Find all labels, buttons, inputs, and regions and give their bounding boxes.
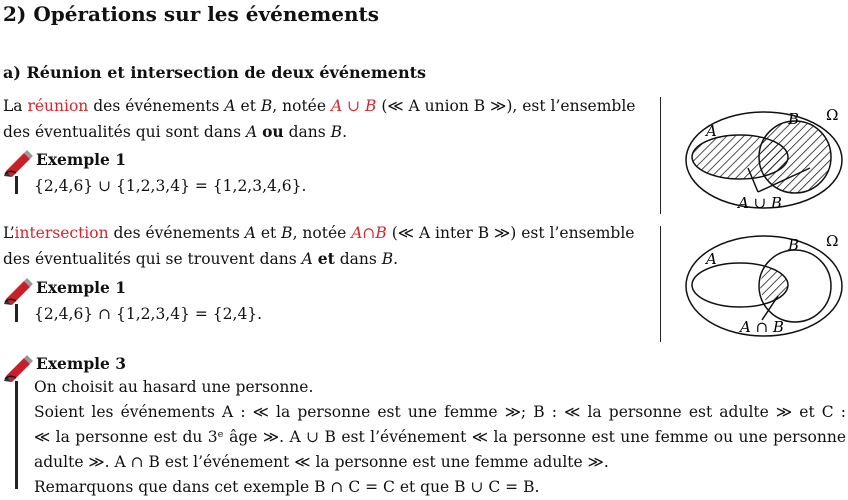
union-line-1: La réunion des événements A et B, notée A ∪ B (≪ A union B ≫), est l’ensemble — [3, 97, 636, 115]
example-3-line: Remarquons que dans cet exemple B ∩ C = C et que B ∪ C = B. — [34, 478, 540, 496]
label-a: A — [706, 122, 717, 140]
example-3-line: Soient les événements A : ≪ la personne est une femme ≫; B : ≪ la personne est adulte ≫ et C : — [34, 403, 846, 421]
intersection-region — [760, 265, 802, 307]
section-title: 2) Opérations sur les événements — [3, 2, 380, 26]
divider-2 — [660, 226, 661, 342]
divider-1 — [660, 97, 661, 214]
example-3-line: adulte ≫. A ∩ B est l’événement ≪ la personne est une femme adulte ≫. — [34, 453, 609, 471]
label-b: B — [788, 110, 800, 128]
union-definition — [3, 94, 653, 145]
subsection-title: a) Réunion et intersection de deux événements — [3, 63, 426, 82]
example-1-intersection-title: Exemple 1 — [36, 278, 127, 297]
example-3-line: ≪ la personne est du 3ᵉ âge ≫. A ∪ B est l’événement ≪ la personne est une femme ou une personne — [34, 428, 846, 446]
label-omega: Ω — [826, 232, 839, 250]
pencil-icon — [2, 277, 34, 305]
union-line-2: des éventualités qui sont dans A ou dans B. — [3, 122, 347, 141]
example-bar — [15, 176, 18, 194]
intersection-line-2: des éventualités qui se trouvent dans A et dans B. — [3, 249, 399, 268]
intersection-venn-diagram — [682, 230, 848, 340]
set-b-circle — [759, 121, 831, 193]
intersection-definition — [3, 221, 653, 272]
example-bar — [15, 304, 18, 322]
example-1-union-title: Exemple 1 — [36, 150, 127, 169]
example-3-body — [34, 375, 846, 500]
union-notation: A ∪ B — [330, 97, 377, 115]
example-bar — [15, 381, 18, 489]
example-1-union-text: {2,4,6} ∪ {1,2,3,4} = {1,2,3,4,6}. — [34, 177, 307, 195]
label-a: A — [706, 250, 717, 268]
example-3-line: On choisit au hasard une personne. — [34, 378, 314, 396]
label-union: A ∪ B — [738, 194, 782, 212]
label-b: B — [788, 236, 800, 254]
intersection-notation: A∩B — [351, 224, 387, 242]
union-venn-diagram — [682, 104, 848, 214]
intersection-line-1: L’intersection des événements A et B, notée A∩B (≪ A inter B ≫) est l’ensemble — [3, 224, 635, 242]
example-3-title: Exemple 3 — [36, 354, 127, 373]
union-term: réunion — [27, 97, 89, 115]
pencil-icon — [2, 354, 34, 382]
intersection-term: intersection — [14, 224, 109, 242]
example-1-intersection-text: {2,4,6} ∩ {1,2,3,4} = {2,4}. — [34, 305, 263, 323]
label-omega: Ω — [826, 106, 839, 124]
label-intersection: A ∩ B — [740, 318, 784, 336]
pencil-icon — [2, 149, 34, 177]
